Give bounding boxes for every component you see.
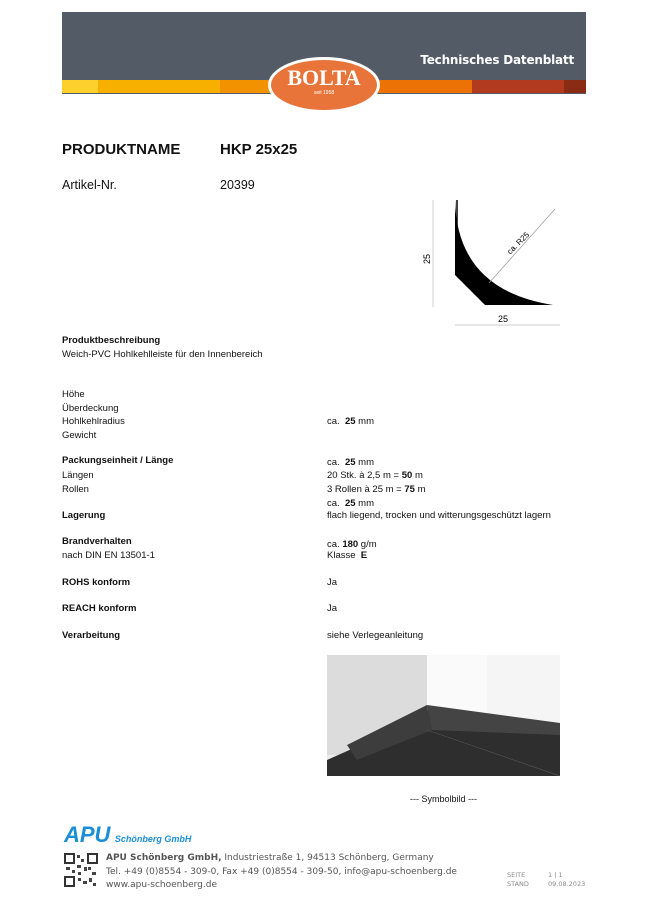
product-name: HKP 25x25	[220, 141, 298, 158]
footer-website[interactable]: www.apu-schoenberg.de	[106, 880, 218, 890]
packing-label: Längen	[62, 470, 94, 481]
qr-code-icon	[64, 853, 98, 887]
reach-value: Ja	[327, 603, 338, 614]
header-title: Technisches Datenblatt	[420, 53, 574, 67]
processing-label: Verarbeitung	[62, 630, 121, 641]
packing-heading: Packungseinheit / Länge	[62, 455, 174, 466]
fire-heading: Brandverhalten	[62, 536, 132, 547]
fire-value: Klasse E	[327, 550, 368, 561]
rohs-label: ROHS konform	[62, 577, 131, 588]
storage-value: flach liegend, trocken und witterungsgeschützt lagern	[327, 510, 551, 521]
profile-drawing	[415, 195, 585, 330]
company-name: APU Schönberg GmbH,	[106, 853, 222, 863]
packing-labels	[62, 469, 94, 497]
spec-label: Höhe	[62, 389, 85, 400]
packing-value: 3 Rollen à 25 m = 75 m	[327, 484, 426, 495]
page-meta-labels: SEITE STAND	[507, 871, 529, 888]
stripe	[62, 80, 98, 93]
radius-dimension: ca. R25	[505, 230, 532, 257]
packing-label: Rollen	[62, 484, 89, 495]
spec-value: ca. 25 mm	[327, 416, 374, 428]
footer-address: APU Schönberg GmbH, Industriestraße 1, 94513 Schönberg, Germany Tel. +49 (0)8554 - 309-0, Fax +49 (0)8554 - 309-50, info@apu-schoenberg.de www.apu-schoenberg.de	[106, 852, 457, 893]
page-meta-values	[548, 871, 585, 889]
logo-sub: seit 1958	[313, 90, 335, 96]
footer-contact: Tel. +49 (0)8554 - 309-0, Fax +49 (0)8554 - 309-50, info@apu-schoenberg.de	[106, 866, 457, 877]
storage-label: Lagerung	[62, 510, 106, 521]
product-name-label: PRODUKTNAME	[62, 141, 181, 158]
stripe	[472, 80, 564, 93]
spec-label: Hohlkehlradius	[62, 416, 125, 428]
spec-value: ca. 25 mm	[327, 456, 374, 468]
stripe	[98, 80, 220, 93]
packing-value: 20 Stk. à 2,5 m = 50 m	[327, 470, 423, 481]
date: 09.08.2023	[548, 880, 586, 888]
photo-caption: --- Symbolbild ---	[409, 794, 477, 804]
reach-label: REACH konform	[62, 603, 137, 614]
width-dimension: 25	[497, 314, 509, 324]
stripe	[564, 80, 586, 93]
description-text: Weich-PVC Hohlkehlleiste für den Innenbereich	[62, 349, 263, 360]
height-dimension: 25	[422, 253, 432, 265]
product-photo	[327, 655, 560, 776]
spec-labels	[62, 388, 125, 442]
description-heading: Produktbeschreibung	[62, 335, 161, 346]
spec-label: Gewicht	[62, 429, 97, 441]
logo-text: BOLTA	[287, 65, 361, 90]
spec-value: ca. 180 g/m	[327, 538, 377, 550]
page-number: 1 | 1	[548, 871, 563, 879]
rohs-value: Ja	[327, 577, 338, 588]
spec-value: ca. 25 mm	[327, 497, 374, 509]
packing-values	[327, 469, 426, 497]
bolta-logo	[268, 57, 380, 113]
article-number: 20399	[220, 178, 255, 192]
article-label: Artikel-Nr.	[62, 178, 117, 192]
apu-logo: APU Schönberg GmbH	[64, 822, 192, 847]
processing-value: siehe Verlegeanleitung	[327, 630, 424, 641]
spec-label: Überdeckung	[62, 402, 119, 414]
fire-label: nach DIN EN 13501-1	[62, 550, 155, 561]
